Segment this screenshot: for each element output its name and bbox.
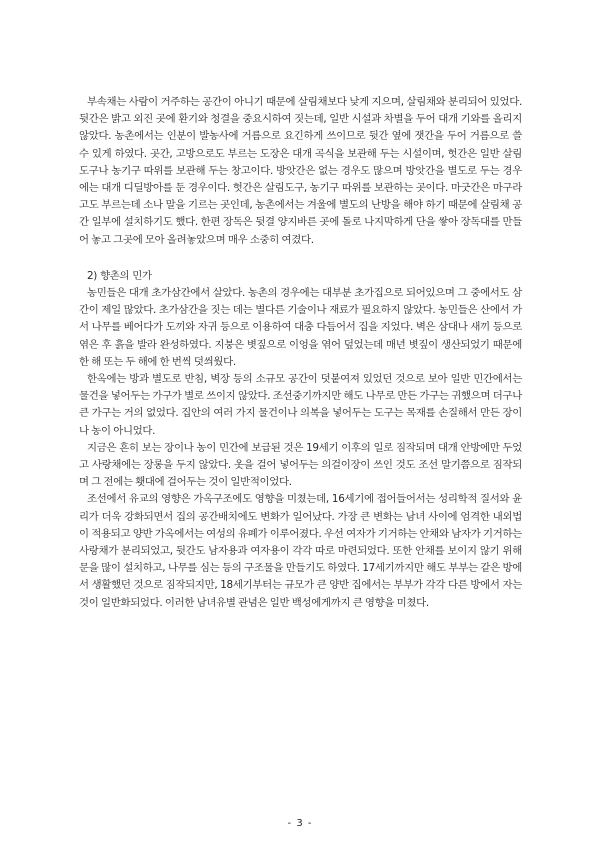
- section-heading-rural-houses: 2) 향촌의 민가: [87, 269, 152, 282]
- paragraph-confucian-influence: 조선에서 유교의 영향은 가옥구조에도 영향을 미쳤는데, 16세기에 접어들어서는 성리학적 질서와 윤리가 더욱 강화되면서 집의 공간배치에도 변화가 일어났다. 가장 큰 변화는 남녀 사이에 엄격한 내외법이 적용되고 양반 가옥에서는 여성의 유폐가 이루어졌다. 우선 여자가 기거하는 안채와 남자가 기거하는 사랑채가 분리되었고, 뒷간도 남자용과 여자용이 각각 따로 마련되었다. 또한 안채를 보이지 않기 위해 문을 많이 설치하고, 나무를 심는 등의 구조물을 만들기도 하였다. 17세기까지만 해도 부부는 같은 방에서 생활했던 것으로 짐작되지만, 18세기부터는 규모가 큰 양반 집에서는 부부가 각각 다른 방에서 자는 것이 일반화되었다. 이러한 남녀유별 관념은 일반 백성에게까지 큰 영향을 미쳤다.: [79, 493, 522, 609]
- paragraph-wardrobes: 지금은 흔히 보는 장이나 농이 민간에 보급된 것은 19세기 이후의 일로 짐작되며 대개 안방에만 두었고 사랑채에는 장롱을 두지 않았다. 옷을 걸어 넣어두는 의걸이장이 쓰인 것도 조선 말기쯤으로 짐작되며 그 전에는 횃대에 걸어두는 것이 일반적이었다.: [79, 441, 522, 489]
- page-number: - 3 -: [287, 818, 313, 829]
- page-body: [79, 91, 522, 612]
- paragraph-furniture: 한옥에는 방과 별도로 반침, 벽장 등의 소규모 공간이 덧붙여져 있었던 것으로 보아 일반 민간에서는 물건을 넣어두는 가구가 별로 쓰이지 않았다. 조선중기까지만 해도 나무로 만든 가구는 귀했으며 더구나 큰 가구는 거의 없었다. 집안의 여러 가지 물건이나 의복을 넣어두는 도구는 목재를 손질해서 만든 장이나 농이 아니었다.: [79, 373, 522, 437]
- paragraph-thatched-houses: 농민들은 대개 초가삼간에서 살았다. 농촌의 경우에는 대부분 초가집으로 되어있으며 그 중에서도 삼간이 제일 많았다. 초가삼간을 짓는 데는 별다른 기술이나 재료가 필요하지 않았다. 농민들은 산에서 가서 나무를 베어다가 도끼와 자귀 등으로 이용하여 대충 다듬어서 집을 지었다. 벽은 삼대나 새끼 등으로 엮은 후 흙을 발라 완성하였다. 지붕은 볏짚으로 이엉을 엮어 덮었는데 매년 볏짚이 생산되었기 때문에 한 해 또는 두 해에 한 번씩 덧씌웠다.: [79, 287, 522, 368]
- paragraph-outbuildings: 부속채는 사람이 거주하는 공간이 아니기 때문에 살림채보다 낮게 지으며, 살림채와 분리되어 있었다. 뒷간은 밝고 외진 곳에 환기와 청결을 중요시하여 짓는데, 일반 시설과 차별을 두어 대개 기와를 올리지 않았다. 농촌에서는 인분이 발농사에 거름으로 요긴하게 쓰이므로 뒷간 옆에 잿간을 두어 거름으로 쓸 수 있게 하였다. 곳간, 고방으로도 부르는 도장은 대개 곡식을 보관해 두는 시설이며, 헛간은 일반 살림도구나 농기구 따위를 보관해 두는 창고이다. 방앗간은 없는 경우도 많으며 방앗간을 별도로 두는 경우에는 대개 디딜방아를 둔 경우이다. 헛간은 살림도구, 농기구 따위를 보관하는 곳이다. 마굿간은 마구라고도 부르는데 소나 말을 기르는 곳인데, 농촌에서는 겨울에 별도의 난방을 해야 하기 때문에 살림채 공간 일부에 설치하기도 했다. 한편 장독은 뒷결 양지바른 곳에 돌로 나지막하게 단을 쌓아 장독대를 만들어 놓고 그곳에 모아 올려놓았으며 매우 소중히 여겼다.: [79, 96, 522, 246]
- section-outbuildings: [79, 94, 522, 249]
- section-rural-houses: [79, 285, 522, 612]
